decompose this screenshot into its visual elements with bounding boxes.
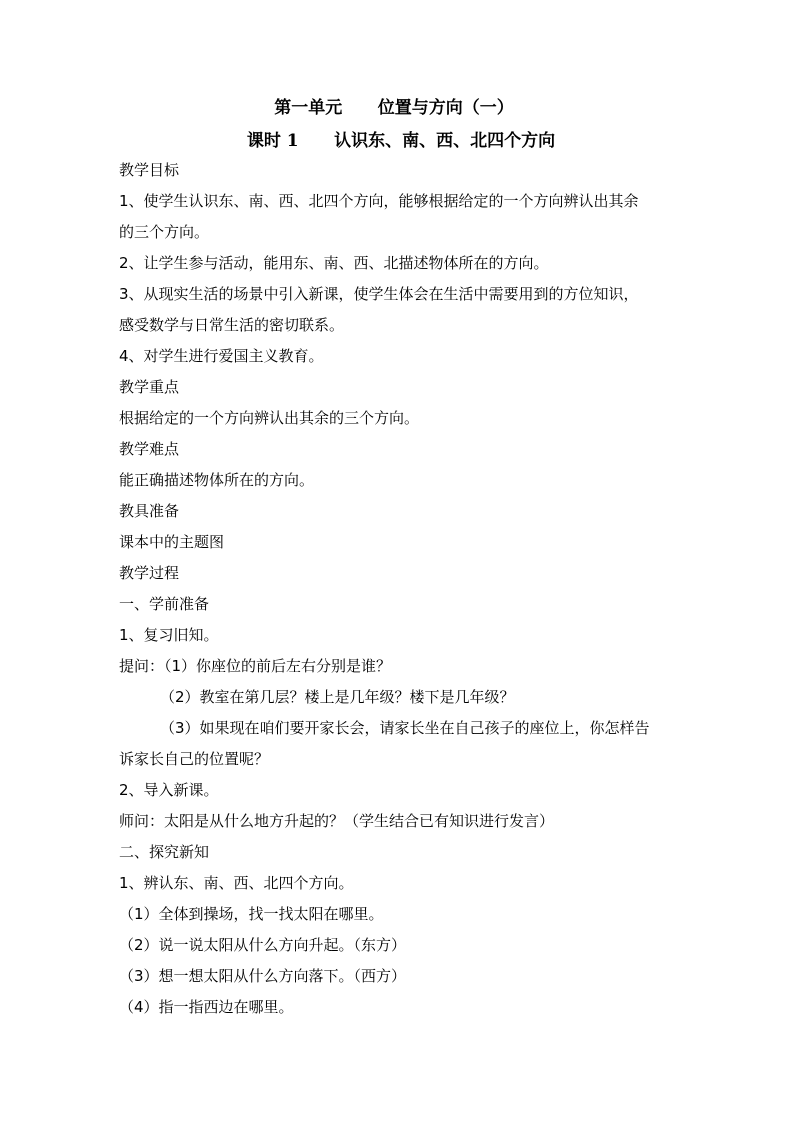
explore-step-2: （2）说一说太阳从什么方向升起。（东方） xyxy=(119,936,407,954)
goal-1-line-1: 1、使学生认识东、南、西、北四个方向，能够根据给定的一个方向辨认出其余 xyxy=(119,192,639,210)
heading-teaching-goals: 教学目标 xyxy=(119,161,180,179)
lesson-title: 课时 1 认识东、南、西、北四个方向 xyxy=(246,131,556,151)
explore-step-4: （4）指一指西边在哪里。 xyxy=(119,998,294,1016)
review-heading: 1、复习旧知。 xyxy=(119,626,219,644)
heading-difficulties: 教学难点 xyxy=(119,440,180,458)
heading-teaching-aids: 教具准备 xyxy=(119,502,180,520)
question-3-line-1: （3）如果现在咱们要开家长会，请家长坐在自己孩子的座位上，你怎样告 xyxy=(160,719,650,737)
teaching-aids-text: 课本中的主题图 xyxy=(119,533,225,551)
goal-3-line-2: 感受数学与日常生活的密切联系。 xyxy=(119,316,345,334)
teacher-question: 师问：太阳是从什么地方升起的？（学生结合已有知识进行发言） xyxy=(119,812,555,830)
heading-key-points: 教学重点 xyxy=(119,378,180,396)
goal-2: 2、让学生参与活动，能用东、南、西、北描述物体所在的方向。 xyxy=(119,254,549,272)
question-3-line-2: 诉家长自己的位置呢？ xyxy=(119,750,270,768)
difficulties-text: 能正确描述物体所在的方向。 xyxy=(119,471,315,489)
unit-title: 第一单元 位置与方向（一） xyxy=(274,98,514,118)
intro-heading: 2、导入新课。 xyxy=(119,781,219,799)
key-points-text: 根据给定的一个方向辨认出其余的三个方向。 xyxy=(119,409,420,427)
goal-4: 4、对学生进行爱国主义教育。 xyxy=(119,347,324,365)
section-explore: 二、探究新知 xyxy=(119,843,210,861)
goal-3-line-1: 3、从现实生活的场景中引入新课，使学生体会在生活中需要用到的方位知识， xyxy=(119,285,639,303)
question-2: （2）教室在第几层？楼上是几年级？楼下是几年级？ xyxy=(160,688,515,706)
explore-step-1: （1）全体到操场，找一找太阳在哪里。 xyxy=(119,905,384,923)
explore-heading-1: 1、辨认东、南、西、北四个方向。 xyxy=(119,874,354,892)
heading-teaching-process: 教学过程 xyxy=(119,564,180,582)
section-preparation: 一、学前准备 xyxy=(119,595,210,613)
goal-1-line-2: 的三个方向。 xyxy=(119,223,210,241)
question-1: 提问：（1）你座位的前后左右分别是谁？ xyxy=(119,657,392,675)
explore-step-3: （3）想一想太阳从什么方向落下。（西方） xyxy=(119,967,407,985)
